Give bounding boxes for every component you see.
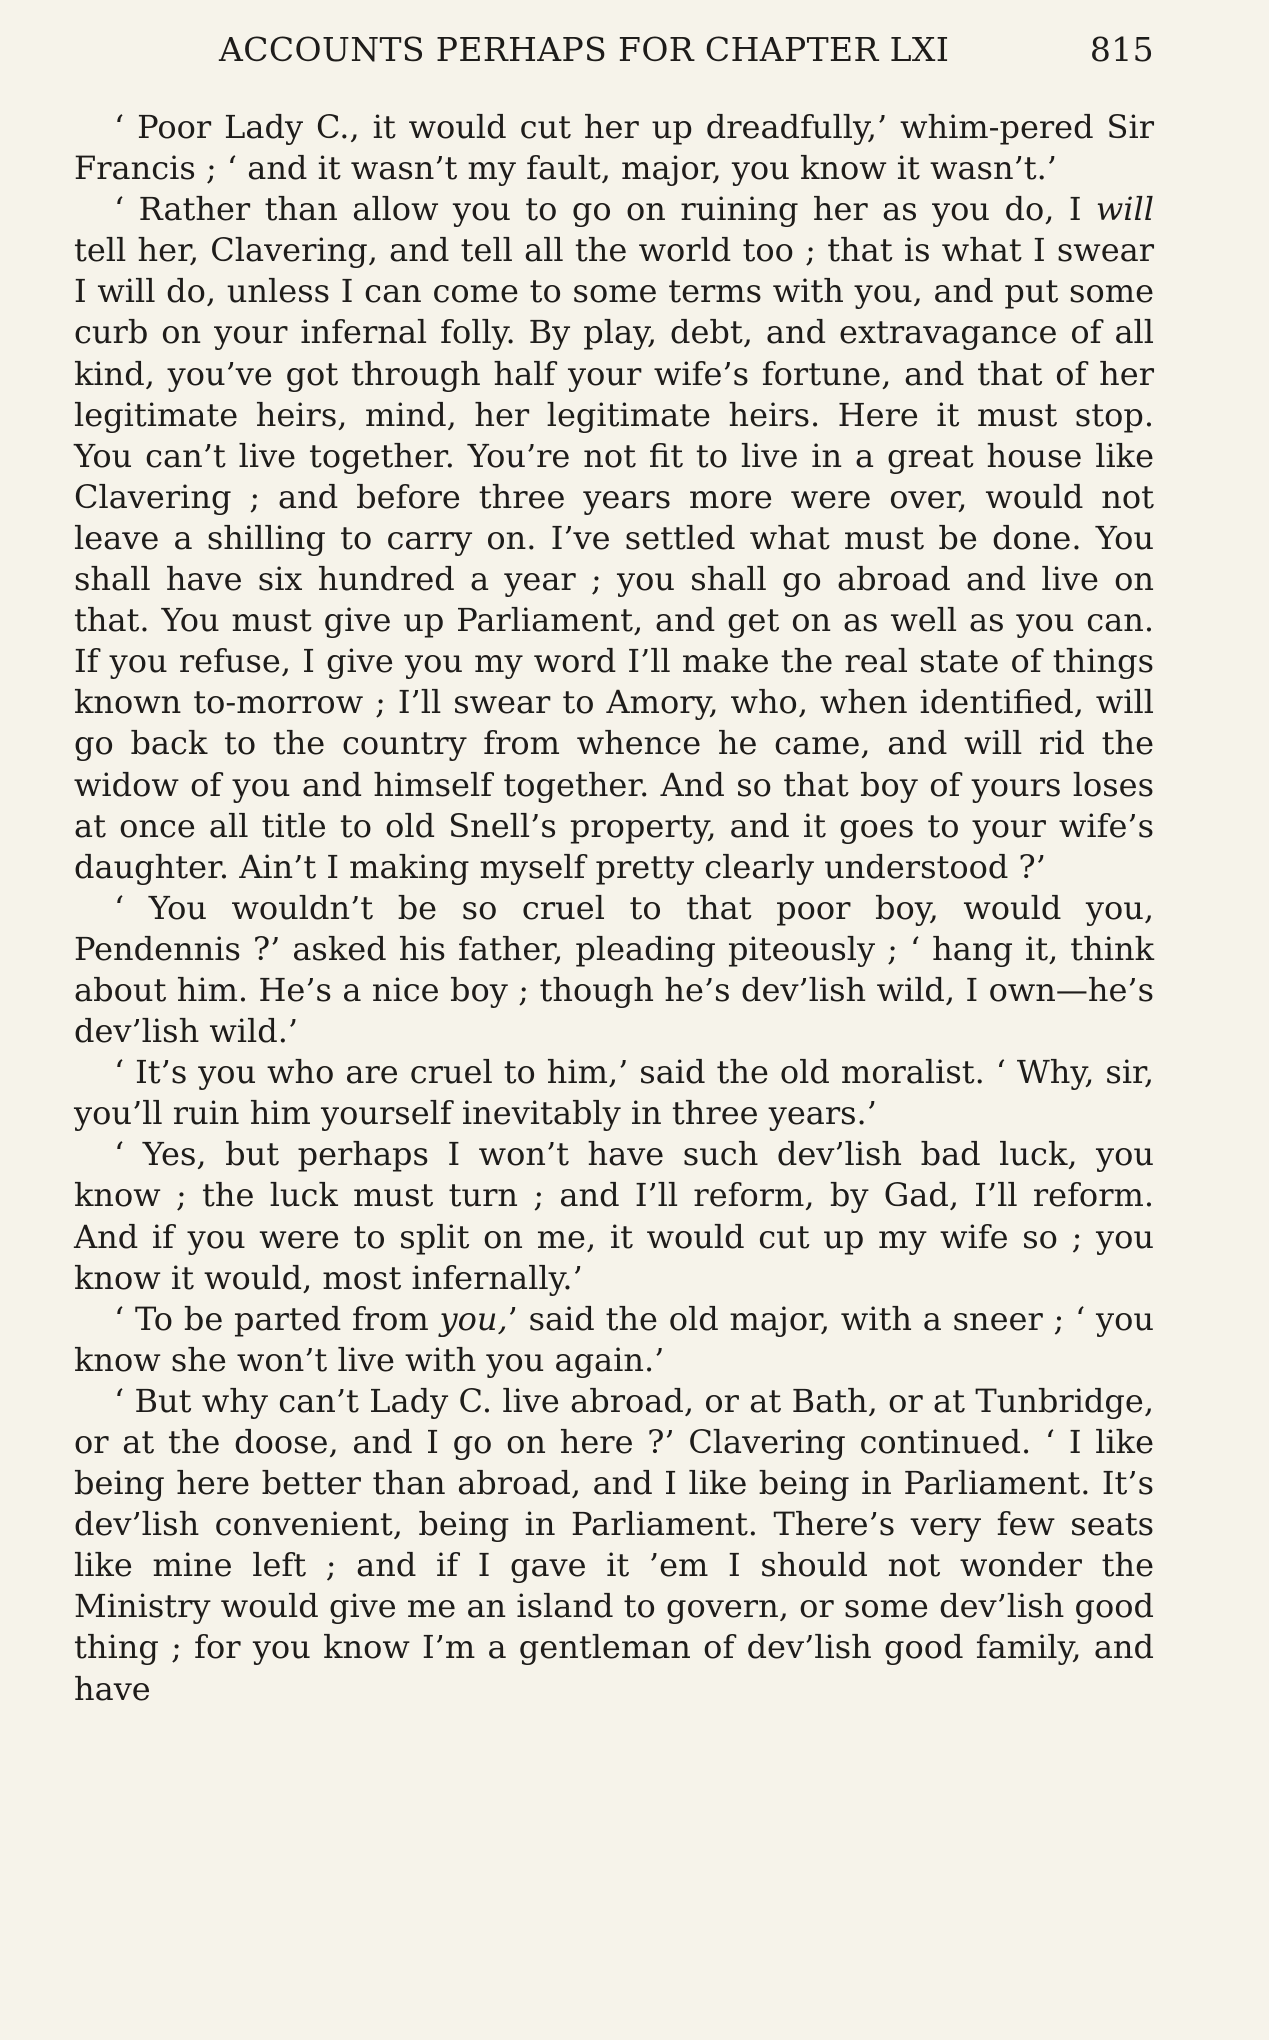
body-text [74,107,1154,1710]
running-header [74,30,1154,74]
emphasis: you, [439,1299,508,1338]
paragraph: ‘ You wouldn’t be so cruel to that poor boy, would you, Pendennis ?’ asked his father, pleading piteously ; ‘ hang it, think about him. He’s a nice boy ; though he’s dev’lish wild, I own—he’s dev’lish wild.’ [74,888,1154,1051]
paragraph: ‘ Poor Lady C., it would cut her up dreadfully,’ whim-pered Sir Francis ; ‘ and it wasn’t my fault, major, you know it wasn’t.’ [74,108,1154,188]
paragraph: ‘ But why can’t Lady C. live abroad, or at Bath, or at Tunbridge, or at the doose, and I go on here ?’ Clavering continued. ‘ I like being here better than abroad, and I like being in Parliament. It’s dev’lish convenient, being in Parliament. There’s very few seats like mine left ; and if I gave it ’em I should not wonder the Ministry would give me an island to govern, or some dev’lish good thing ; for you know I’m a gentleman of dev’lish good family, and have [74,1381,1154,1708]
page-number: 815 [1089,30,1154,69]
paragraph: ‘ To be parted from you,’ said the old major, with a sneer ; ‘ you know she won’t live with you again.’ [74,1299,1155,1379]
running-title: ACCOUNTS PERHAPS FOR CHAPTER LXI [219,30,950,69]
paragraph: ‘ Rather than allow you to go on ruining her as you do, I will tell her, Clavering, and tell all the world too ; that is what I swear I will do, unless I can come to some terms with you, and put some curb on your infernal folly. By play, debt, and extravagance of all kind, you’ve got through half your wife’s fortune, and that of her legitimate heirs, mind, her legitimate heirs. Here it must stop. You can’t live together. You’re not fit to live in a great house like Clavering ; and before three years more were over, would not leave a shilling to carry on. I’ve settled what must be done. You shall have six hundred a year ; you shall go abroad and live on that. You must give up Parliament, and get on as well as you can. If you refuse, I give you my word I’ll make the real state of things known to-morrow ; I’ll swear to Amory, who, when identified, will go back to the country from whence he came, and will rid the widow of you and himself together. And so that boy of yours loses at once all title to old Snell’s property, and it goes to your wife’s daughter. Ain’t I making myself pretty clearly understood ?’ [74,190,1154,886]
paragraph: ‘ Yes, but perhaps I won’t have such dev’lish bad luck, you know ; the luck must turn ; and I’ll reform, by Gad, I’ll reform. And if you were to split on me, it would cut up my wife so ; you know it would, most infernally.’ [74,1135,1154,1297]
paragraph: ‘ It’s you who are cruel to him,’ said the old moralist. ‘ Why, sir, you’ll ruin him yourself inevitably in three years.’ [74,1053,1154,1133]
emphasis: will [1095,190,1154,229]
